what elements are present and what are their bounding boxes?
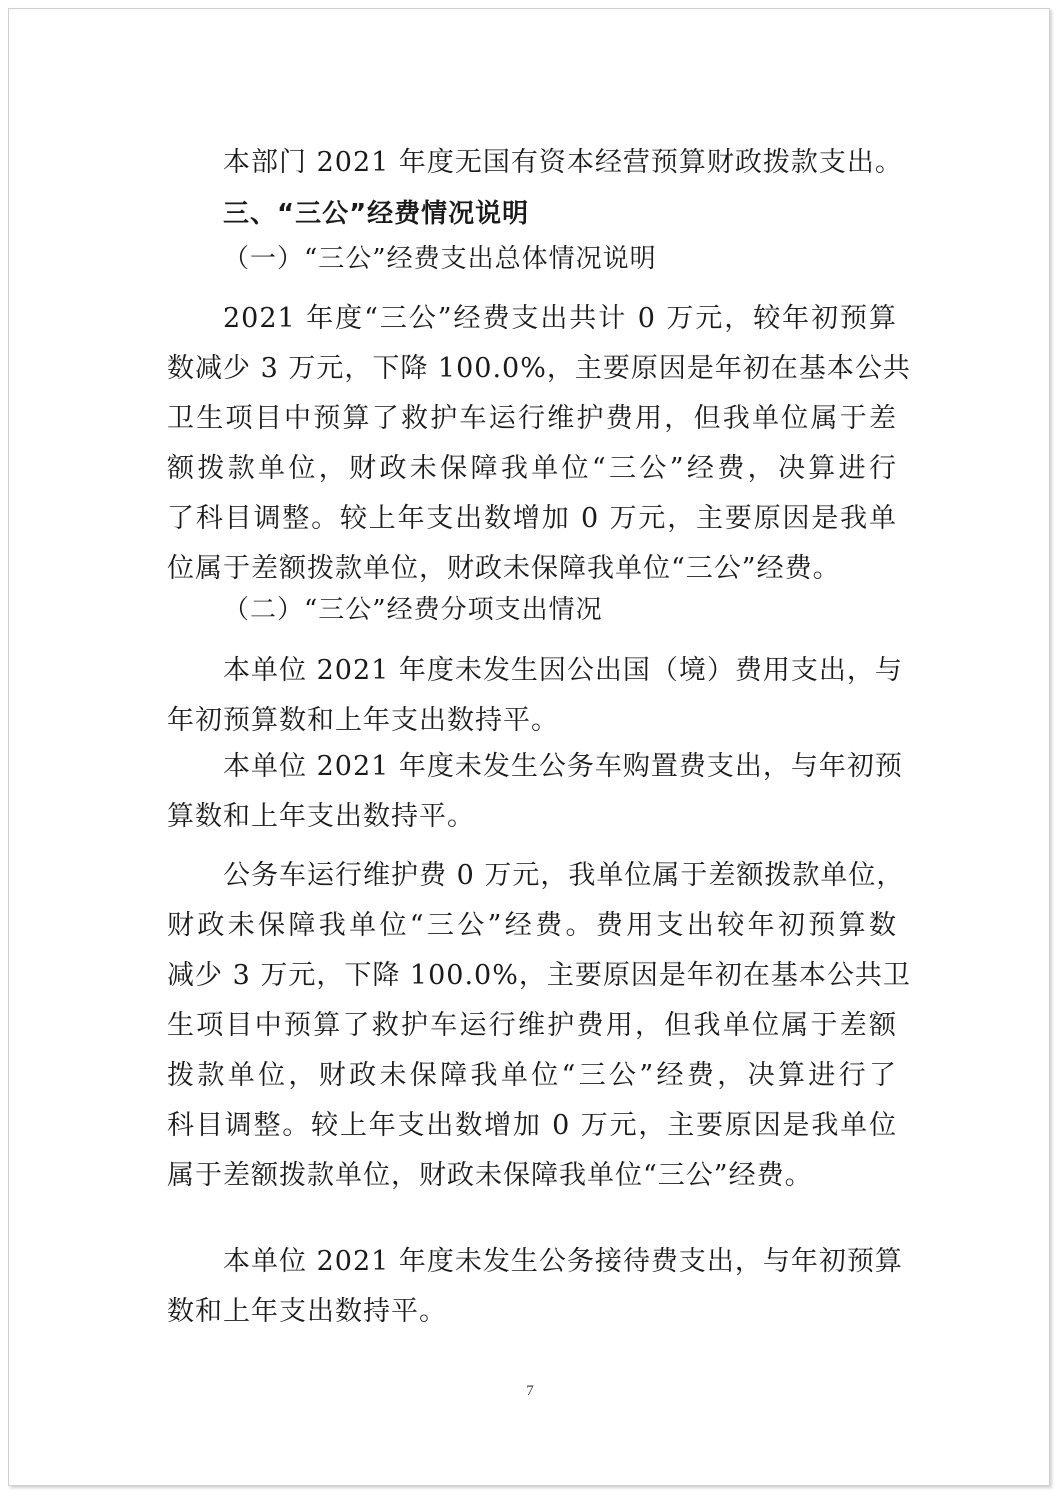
- paragraph-line: 减少 3 万元，下降 100.0%，主要原因是年初在基本公共卫: [167, 960, 911, 991]
- paragraph-line: 数和上年支出数持平。: [167, 1296, 447, 1327]
- paragraph-1: [167, 294, 911, 594]
- section-heading-text: 三、“三公”经费情况说明: [223, 199, 530, 229]
- subsection-heading-2-text: （二）“三公”经费分项支出情况: [223, 595, 603, 625]
- paragraph-line: 位属于差额拨款单位，财政未保障我单位“三公”经费。: [167, 553, 841, 584]
- paragraph-line: 算数和上年支出数持平。: [167, 801, 475, 832]
- paragraph-line: 2021 年度“三公”经费支出共计 0 万元，较年初预算: [223, 303, 897, 334]
- paragraph-line: 卫生项目中预算了救护车运行维护费用，但我单位属于差: [167, 403, 897, 434]
- paragraph-line: 属于差额拨款单位，财政未保障我单位“三公”经费。: [167, 1160, 813, 1191]
- paragraph-4: [167, 851, 911, 1201]
- paragraph-line: 本单位 2021 年度未发生因公出国（境）费用支出，与: [223, 655, 903, 686]
- page-number: 7: [526, 1383, 534, 1399]
- subsection-heading-1-text: （一）“三公”经费支出总体情况说明: [223, 244, 657, 274]
- subsection-heading-1: [167, 234, 897, 284]
- paragraph-line: 年初预算数和上年支出数持平。: [167, 705, 559, 736]
- subsection-heading-2: [167, 585, 897, 635]
- paragraph-line: 生项目中预算了救护车运行维护费用，但我单位属于差额: [167, 1010, 897, 1041]
- paragraph-line: 科目调整。较上年支出数增加 0 万元，主要原因是我单位: [167, 1110, 897, 1141]
- paragraph-line: 财政未保障我单位“三公”经费。费用支出较年初预算数: [167, 910, 897, 941]
- paragraph-line: 数减少 3 万元，下降 100.0%，主要原因是年初在基本公共: [167, 353, 911, 384]
- paragraph-line: 了科目调整。较上年支出数增加 0 万元，主要原因是我单: [167, 503, 897, 534]
- paragraph-line: 本单位 2021 年度未发生公务接待费支出，与年初预算: [223, 1246, 903, 1277]
- intro-paragraph: [167, 138, 903, 188]
- paragraph-5: [167, 1237, 903, 1337]
- section-heading: [167, 189, 897, 239]
- paragraph-2: [167, 646, 903, 746]
- intro-line: 本部门 2021 年度无国有资本经营预算财政拨款支出。: [223, 147, 903, 178]
- paragraph-line: 拨款单位，财政未保障我单位“三公”经费，决算进行了: [167, 1060, 897, 1091]
- paragraph-line: 公务车运行维护费 0 万元，我单位属于差额拨款单位，: [223, 860, 905, 891]
- paragraph-3: [167, 742, 903, 842]
- paragraph-line: 本单位 2021 年度未发生公务车购置费支出，与年初预: [223, 751, 903, 782]
- paragraph-line: 额拨款单位，财政未保障我单位“三公”经费，决算进行: [167, 453, 897, 484]
